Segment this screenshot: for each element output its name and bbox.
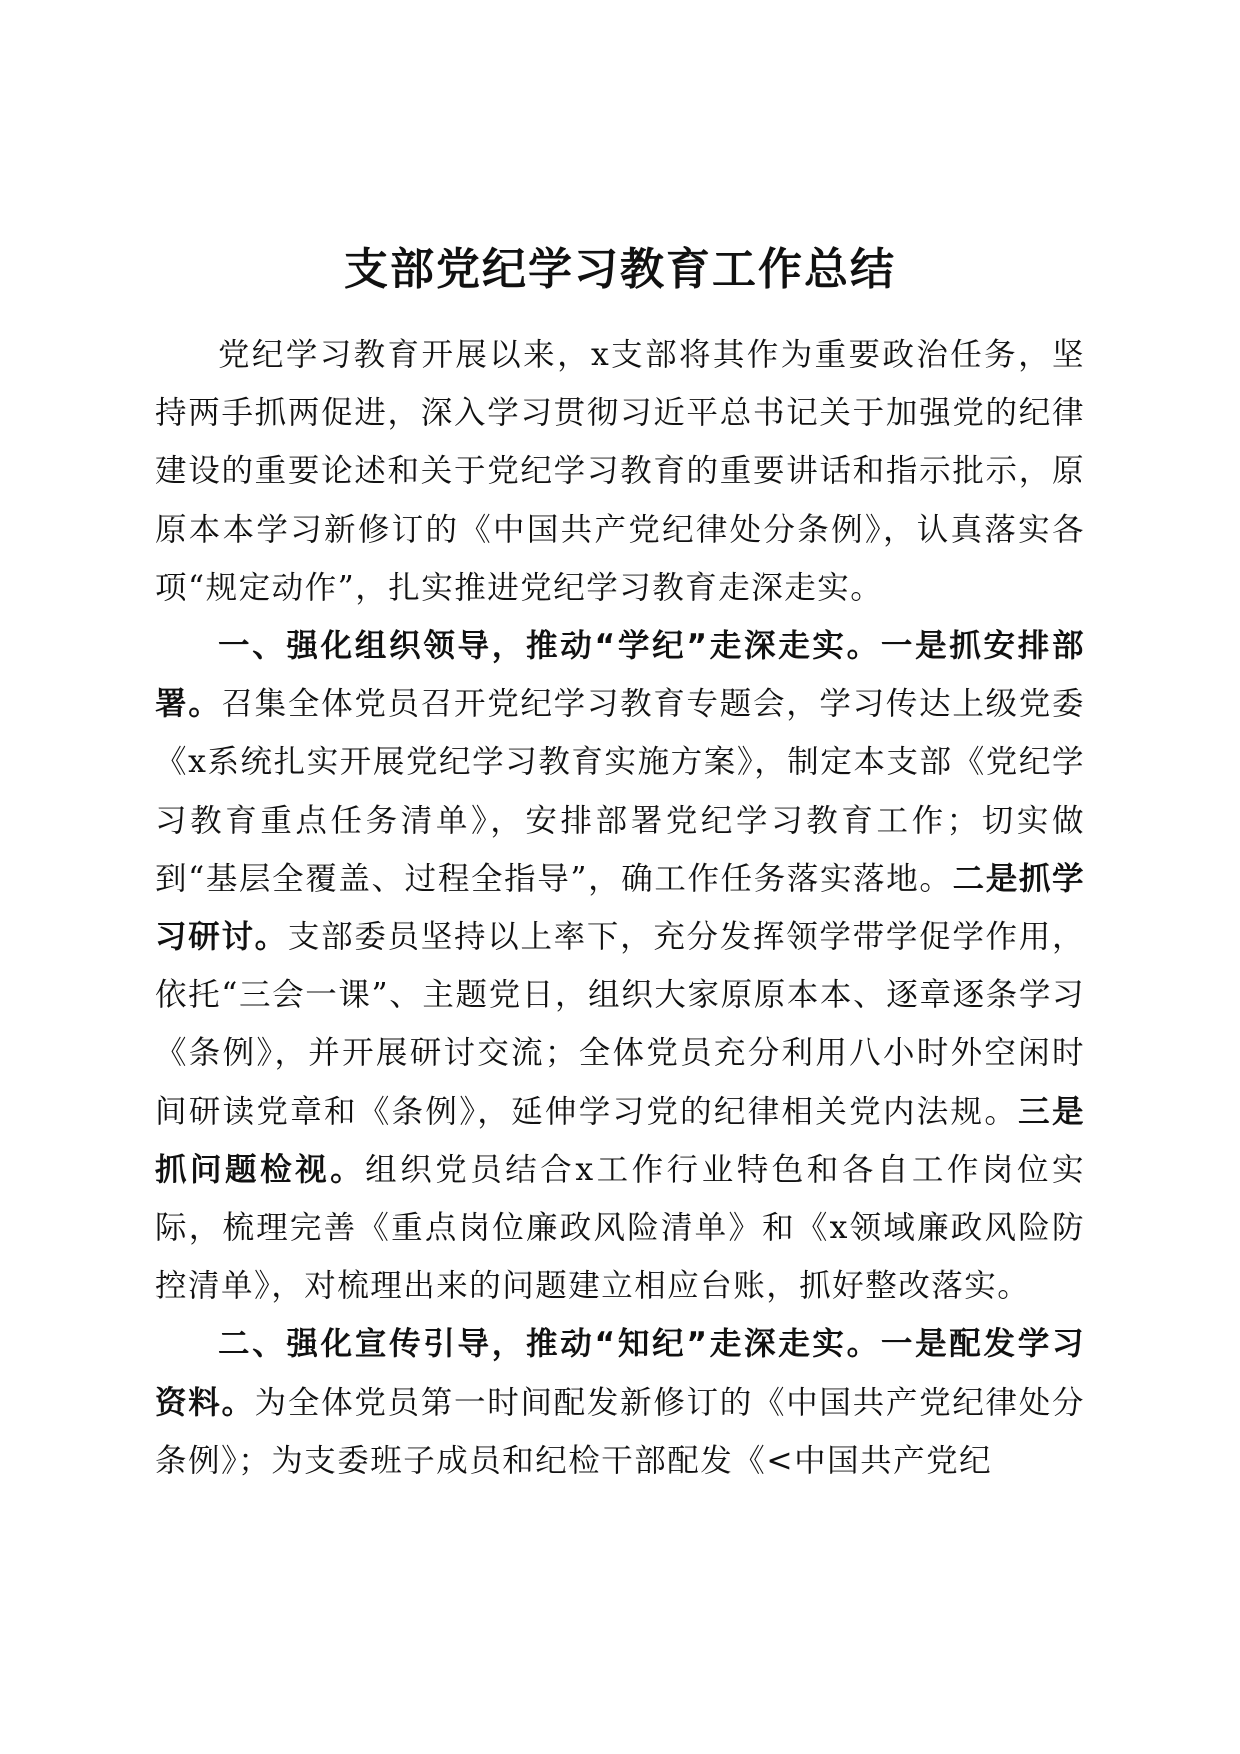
section-1-point-3-text: 组织党员结合x工作行业特色和各自工作岗位实际，梳理完善《重点岗位廉政风险清单》和《x领域廉政风险防控清单》，对梳理出来的问题建立相应台账，抓好整改落实。	[155, 1151, 1085, 1305]
section-1-point-2-text: 支部委员坚持以上率下，充分发挥领学带学促学作用，依托“三会一课”、主题党日，组织大家原原本本、逐章逐条学习《条例》，并开展研讨交流；全体党员充分利用八小时外空闲时间研读党章和《条例》，延伸学习党的纪律相关党内法规。	[155, 919, 1085, 1130]
document-page	[155, 240, 1085, 1490]
section-2-paragraph	[155, 1315, 1085, 1490]
intro-paragraph	[155, 326, 1085, 617]
section-2-point-1-title: 一是配发学习资料。	[155, 1326, 1085, 1421]
section-1-point-1-title: 一是抓安排部署。	[155, 628, 1085, 723]
section-1-point-1-text: 召集全体党员召开党纪学习教育专题会，学习传达上级党委《x系统扎实开展党纪学习教育实施方案》，制定本支部《党纪学习教育重点任务清单》，安排部署党纪学习教育工作；切实做到“基层全覆盖、过程全指导”，确工作任务落实落地。	[155, 686, 1085, 897]
section-1-point-2-title: 二是抓学习研讨。	[155, 860, 1085, 956]
intro-text: 党纪学习教育开展以来，x支部将其作为重要政治任务，坚持两手抓两促进，深入学习贯彻习近平总书记关于加强党的纪律建设的重要论述和关于党纪学习教育的重要讲话和指示批示，原原本本学习新修订的《中国共产党纪律处分条例》，认真落实各项“规定动作”，扎实推进党纪学习教育走深走实。	[155, 337, 1085, 606]
section-2-heading: 二、强化宣传引导，推动“知纪”走深走实。	[218, 1326, 881, 1363]
section-1-paragraph	[155, 617, 1085, 1315]
section-2-point-1-text: 为全体党员第一时间配发新修订的《中国共产党纪律处分条例》；为支委班子成员和纪检干部配发《<中国共产党纪	[155, 1384, 1085, 1479]
section-1-heading: 一、强化组织领导，推动“学纪”走深走实。	[218, 628, 881, 665]
section-1-point-3-title: 三是抓问题检视。	[155, 1093, 1085, 1188]
document-title: 支部党纪学习教育工作总结	[344, 244, 896, 295]
